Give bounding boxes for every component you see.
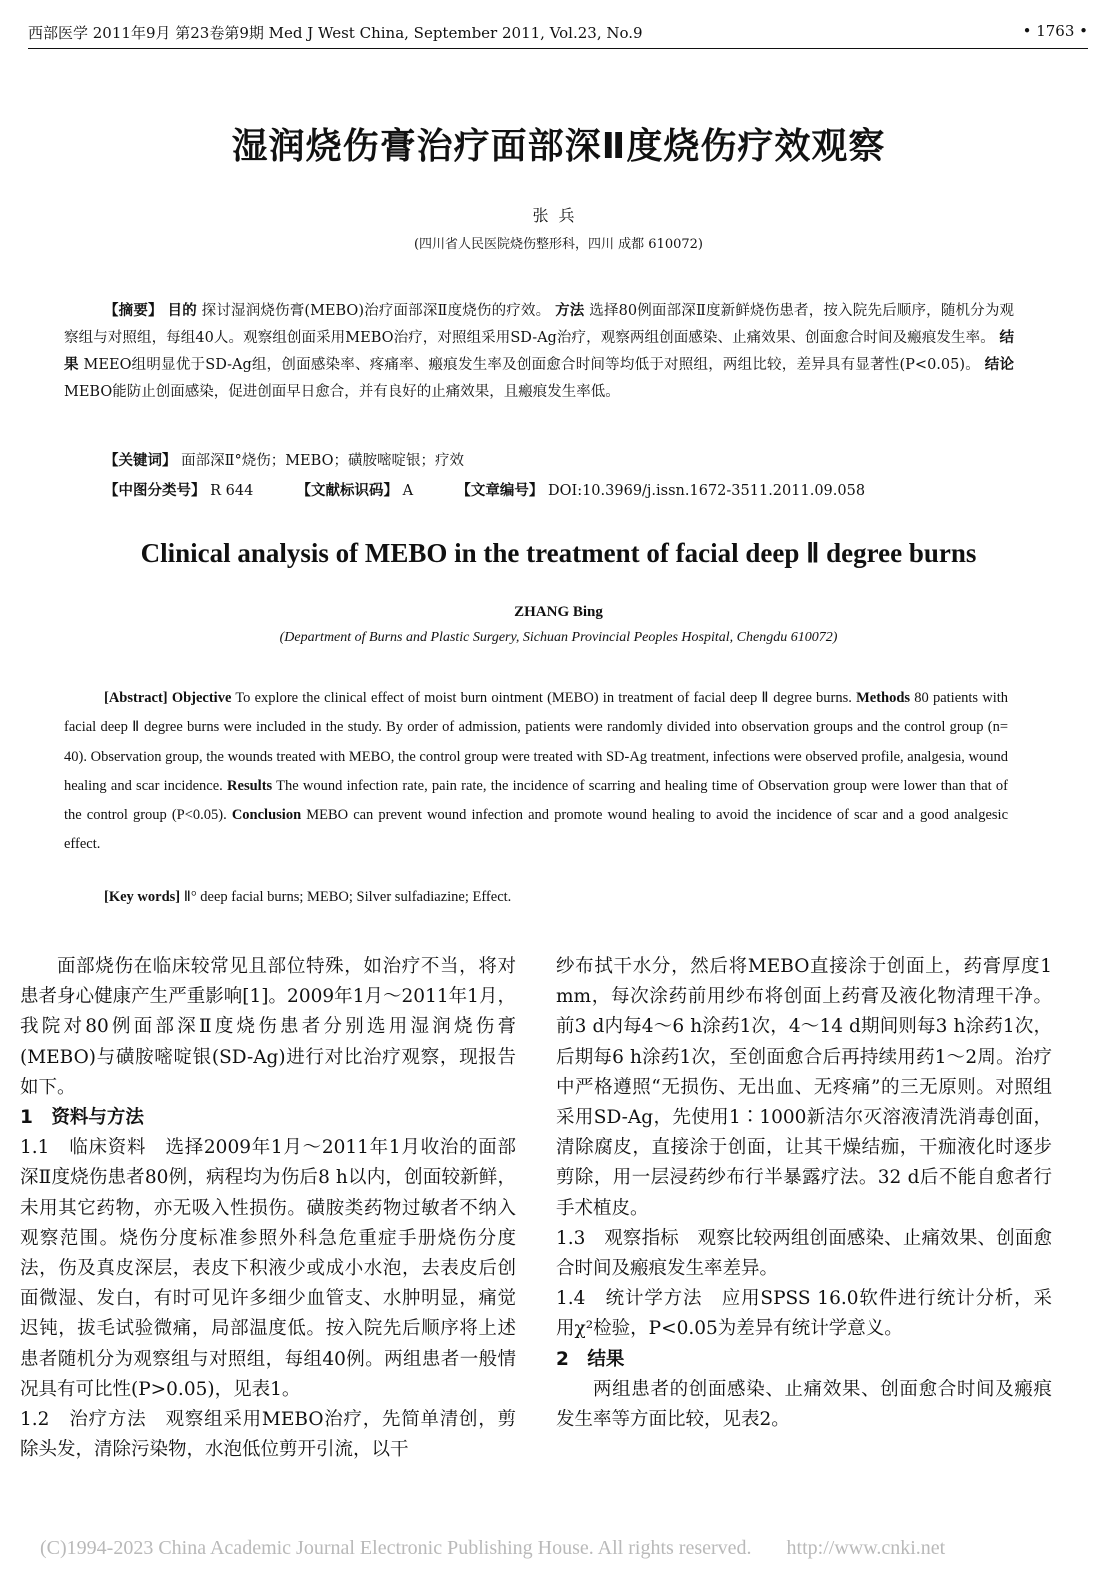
abstract-label: 【摘要】 [104, 303, 163, 319]
results-label: 结果 [64, 330, 1015, 373]
author-chinese: 张兵 [532, 206, 585, 225]
clinical-data-paragraph: 1.1 临床资料 选择2009年1月～2011年1月收治的面部深Ⅱ度烧伤患者80例，病程均为伤后8 h以内，创面较新鲜，未用其它药物，亦无吸入性损伤。磺胺类药物过敏者不纳入观察范围。烧伤分度标准参照外科急危重症手册烧伤分度法，伤及真皮深层，表皮下积液少或成小水泡，去表皮后创面微湿、发白，有时可见许多细少血管支、水肿明显，痛觉迟钝，拔毛试验微痛，局部温度低。按入院先后顺序将上述患者随机分为观察组与对照组，每组40例。两组患者一般情况具有可比性(P>0.05)，见表1。 [20, 1137, 516, 1400]
copyright-footer [40, 1537, 1040, 1560]
treatment-continued-paragraph: 纱布拭干水分，然后将MEBO直接涂于创面上，药膏厚度1 mm，每次涂药前用纱布将创面上药膏及液化物清理干净。前3 d内每4～6 h涂药1次，4～14 d期间则每3 h涂药1次，后期每6 h涂药1次，至创面愈合后再持续用药1～2周。治疗中严格遵照“无损伤、无出血、无疼痛”的三无原则。对照组采用SD-Ag，先使用1∶1000新洁尔灭溶液清洗消毒创面，清除腐皮，直接涂于创面，让其干燥结痂，干痂液化时逐步剪除，用一层浸药纱布行半暴露疗法。32 d后不能自愈者行手术植皮。 [556, 956, 1052, 1219]
conclusion-text: MEBO能防止创面感染，促进创面早日愈合，并有良好的止痛效果，且瘢痕发生率低。 [64, 384, 620, 400]
keywords-text: 面部深Ⅱ°烧伤；MEBO；磺胺嘧啶银；疗效 [181, 453, 464, 469]
observation-indicators-paragraph: 1.3 观察指标 观察比较两组创面感染、止痛效果、创面愈合时间及瘢痕发生率差异。 [556, 1227, 1052, 1280]
methods-label: 方法 [555, 303, 585, 319]
results-text: MEEO组明显优于SD-Ag组，创面感染率、疼痛率、瘢痕发生率及创面愈合时间等均低于对照组，两组比较，差异具有显著性(P<0.05)。 [83, 357, 980, 373]
objective-en-text: To explore the clinical effect of moist burn ointment (MEBO) in treatment of facial deep Ⅱ degree burns. [235, 690, 852, 706]
methods-en-text: 80 patients with facial deep Ⅱ degree burns were included in the study. By order of admission, patients were randomly divided into observation groups and the control group (n= 40). Observation group, the wounds treated with MEBO, the control group were treated with SD-Ag treatment, infections were observed profile, analgesia, wound healing and scar incidence. [64, 690, 1009, 794]
section-heading-methods: 1 资料与方法 [20, 1107, 144, 1129]
body-column-right [556, 952, 1052, 1435]
results-en-text: The wound infection rate, pain rate, the incidence of scarring and healing time of Observation group were lower than that of the control group (P<0.05). [64, 777, 1009, 824]
conclusion-en-label: Conclusion [231, 807, 302, 824]
classification-line [104, 479, 1064, 500]
clc-value: R 644 [210, 483, 254, 499]
methods-text: 选择80例面部深Ⅱ度新鲜烧伤患者，按入院先后顺序，随机分为观察组与对照组，每组40人。观察组创面采用MEBO治疗，对照组采用SD-Ag治疗，观察两组创面感染、止痛效果、创面愈合时间及瘢痕发生率。 [64, 303, 1015, 346]
clc-label: 【中图分类号】 [104, 483, 206, 499]
abstract-en-label: [Abstract] [104, 690, 168, 706]
abstract-chinese [64, 298, 1014, 406]
keywords-en-label: [Key words] [104, 889, 181, 905]
body-column-left [20, 952, 516, 1465]
keywords-en-text: Ⅱ° deep facial burns; MEBO; Silver sulfadiazine; Effect. [183, 889, 512, 905]
keywords-chinese [104, 449, 1004, 470]
running-header [28, 22, 1088, 49]
keywords-label: 【关键词】 [104, 453, 177, 469]
affiliation-chinese: (四川省人民医院烧伤整形科，四川 成都 610072) [413, 237, 704, 252]
results-en-label: Results [227, 777, 273, 794]
conclusion-en-text: MEBO can prevent wound infection and promote wound healing to avoid the incidence of scar and a good analgesic effect. [64, 807, 1009, 853]
conclusion-label: 结论 [984, 357, 1014, 373]
objective-en-label: Objective [171, 690, 232, 706]
objective-label: 目的 [167, 303, 197, 319]
methods-en-label: Methods [856, 690, 911, 706]
abstract-english [64, 684, 1008, 860]
doi-value: DOI:10.3969/j.issn.1672-3511.2011.09.058 [547, 483, 866, 499]
affiliation-english: (Department of Burns and Plastic Surgery, Sichuan Provincial Peoples Hospital, Chengdu 610072) [279, 630, 838, 645]
title-chinese: 湿润烧伤膏治疗面部深Ⅱ度烧伤疗效观察 [231, 126, 886, 167]
intro-paragraph: 面部烧伤在临床较常见且部位特殊，如治疗不当，将对患者身心健康产生严重影响[1]。2009年1月～2011年1月，我院对80例面部深Ⅱ度烧伤患者分别选用湿润烧伤膏(MEBO)与磺胺嘧啶银(SD-Ag)进行对比治疗观察，现报告如下。 [20, 956, 516, 1098]
article-number-label: 【文章编号】 [456, 483, 544, 499]
treatment-paragraph: 1.2 治疗方法 观察组采用MEBO治疗，先简单清创，剪除头发，清除污染物，水泡低位剪开引流，以干 [20, 1409, 516, 1461]
statistics-paragraph: 1.4 统计学方法 应用SPSS 16.0软件进行统计分析，采用χ²检验，P<0.05为差异有统计学意义。 [556, 1288, 1052, 1340]
keywords-english [104, 889, 1004, 906]
results-paragraph: 两组患者的创面感染、止痛效果、创面愈合时间及瘢痕发生率等方面比较，见表2。 [556, 1378, 1052, 1431]
title-english: Clinical analysis of MEBO in the treatment of facial deep Ⅱ degree burns [140, 538, 977, 568]
objective-text: 探讨湿润烧伤膏(MEBO)治疗面部深Ⅱ度烧伤的疗效。 [201, 303, 551, 319]
doc-code-label: 【文献标识码】 [296, 483, 399, 499]
section-heading-results: 2 结果 [556, 1348, 625, 1370]
doc-code-value: A [402, 483, 414, 499]
journal-citation: 西部医学 2011年9月 第23卷第9期 Med J West China, September 2011, Vol.23, No.9 [28, 24, 643, 42]
copyright-text: (C)1994-2023 China Academic Journal Electronic Publishing House. All rights reserved. [40, 1537, 752, 1559]
author-english: ZHANG Bing [514, 604, 603, 620]
page-number: • 1763 • [1022, 22, 1088, 40]
footer-link[interactable]: http://www.cnki.net [786, 1537, 946, 1559]
